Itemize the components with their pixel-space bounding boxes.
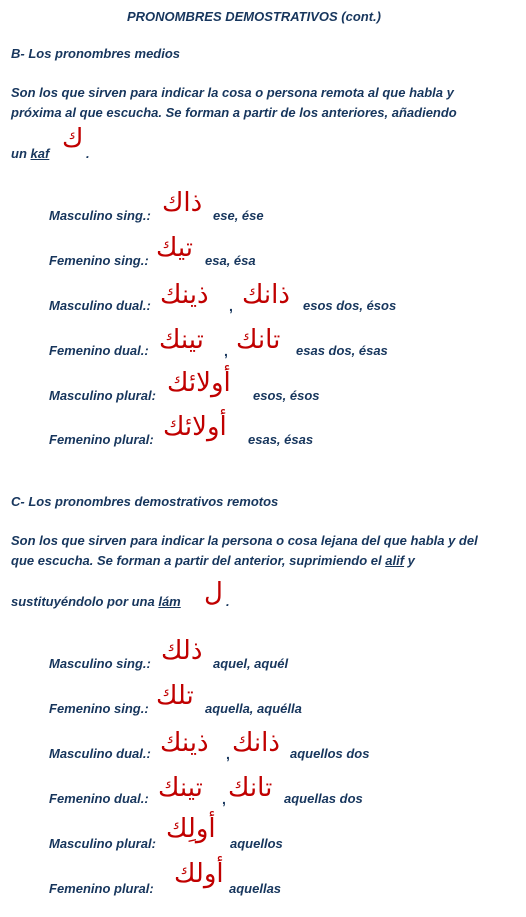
- text-segment: que escucha. Se forman a partir del anterior, suprimiendo el: [11, 553, 386, 568]
- alif-word: alif: [385, 553, 405, 568]
- b-row-fem-dual-comma: ,: [224, 343, 228, 359]
- b-row-fem-dual-label: Femenino dual.:: [49, 343, 149, 358]
- b-row-fem-dual-meaning: esas dos, ésas: [296, 343, 388, 358]
- b-row-masc-dual-arabic-1: ذينك: [160, 280, 209, 310]
- b-row-fem-plural-meaning: esas, ésas: [248, 432, 314, 447]
- kaf-word: kaf: [30, 146, 50, 161]
- b-row-masc-sing-meaning: ese, ése: [213, 208, 264, 223]
- b-row-masc-dual-meaning: esos dos, ésos: [303, 298, 397, 313]
- c-row-masc-dual-label: Masculino dual.:: [49, 746, 151, 761]
- section-b-heading: B- Los pronombres medios: [11, 46, 181, 61]
- c-row-fem-sing-arabic: تلك: [156, 681, 194, 711]
- c-row-fem-dual-arabic-1: تينك: [158, 773, 203, 803]
- lam-letter: ل: [204, 578, 223, 608]
- text-segment: y: [404, 553, 415, 568]
- b-row-fem-sing-arabic: تيك: [156, 233, 193, 263]
- c-row-fem-plural-label: Femenino plural:: [49, 881, 154, 896]
- b-row-masc-plural-arabic: أولائك: [167, 368, 231, 398]
- section-c-paragraph-line1: Son los que sirven para indicar la persona o cosa lejana del que habla y del: [11, 533, 478, 548]
- text-segment: un: [11, 146, 31, 161]
- c-row-masc-plural-label: Masculino plural:: [49, 836, 156, 851]
- section-b-paragraph-line2: próxima al que escucha. Se forman a partir de los anteriores, añadiendo: [11, 105, 457, 120]
- section-c-paragraph-line3: [11, 594, 181, 610]
- b-row-masc-dual-arabic-2: ذانك: [242, 280, 290, 310]
- c-row-masc-dual-arabic-2: ذانك: [232, 728, 280, 758]
- lam-period: .: [226, 594, 230, 609]
- b-row-fem-sing-label: Femenino sing.:: [49, 253, 149, 268]
- b-row-fem-plural-label: Femenino plural:: [49, 432, 154, 447]
- page-title: PRONOMBRES DEMOSTRATIVOS (cont.): [127, 9, 381, 24]
- text-segment: sustituyéndolo por una: [11, 594, 159, 609]
- b-row-masc-sing-arabic: ذاك: [162, 188, 203, 218]
- b-row-fem-dual-arabic-2: تانك: [236, 325, 281, 355]
- c-row-fem-plural-arabic: أولك: [174, 859, 224, 889]
- c-row-fem-plural-meaning: aquellas: [229, 881, 282, 896]
- b-row-masc-plural-label: Masculino plural:: [49, 388, 156, 403]
- c-row-masc-sing-meaning: aquel, aquél: [213, 656, 289, 671]
- kaf-period: .: [86, 146, 90, 161]
- c-row-fem-sing-meaning: aquella, aquélla: [205, 701, 302, 716]
- c-row-fem-dual-comma: ,: [222, 791, 226, 807]
- b-row-fem-dual-arabic-1: تينك: [159, 325, 204, 355]
- section-c-heading: C- Los pronombres demostrativos remotos: [11, 494, 279, 509]
- b-row-masc-dual-label: Masculino dual.:: [49, 298, 151, 313]
- kaf-letter: ك: [62, 124, 84, 154]
- c-row-masc-plural-meaning: aquellos: [230, 836, 283, 851]
- b-row-masc-dual-comma: ,: [229, 298, 233, 314]
- c-row-fem-dual-arabic-2: تانك: [228, 773, 273, 803]
- b-row-masc-plural-meaning: esos, ésos: [253, 388, 320, 403]
- c-row-fem-dual-meaning: aquellas dos: [284, 791, 363, 806]
- c-row-masc-dual-meaning: aquellos dos: [290, 746, 370, 761]
- c-row-masc-dual-comma: ,: [226, 746, 230, 762]
- b-row-fem-sing-meaning: esa, ésa: [205, 253, 256, 268]
- c-row-masc-sing-arabic: ذلك: [161, 636, 203, 666]
- c-row-masc-sing-label: Masculino sing.:: [49, 656, 151, 671]
- section-c-paragraph-line2: [11, 553, 415, 569]
- b-row-masc-sing-label: Masculino sing.:: [49, 208, 151, 223]
- section-b-paragraph-line3: [11, 146, 49, 162]
- c-row-fem-dual-label: Femenino dual.:: [49, 791, 149, 806]
- c-row-masc-plural-arabic: أولِك: [166, 814, 216, 844]
- section-b-paragraph-line1: Son los que sirven para indicar la cosa o persona remota al que habla y: [11, 85, 454, 100]
- lam-word: lám: [158, 594, 181, 609]
- b-row-fem-plural-arabic: أولائك: [163, 412, 227, 442]
- c-row-masc-dual-arabic-1: ذينك: [160, 728, 209, 758]
- c-row-fem-sing-label: Femenino sing.:: [49, 701, 149, 716]
